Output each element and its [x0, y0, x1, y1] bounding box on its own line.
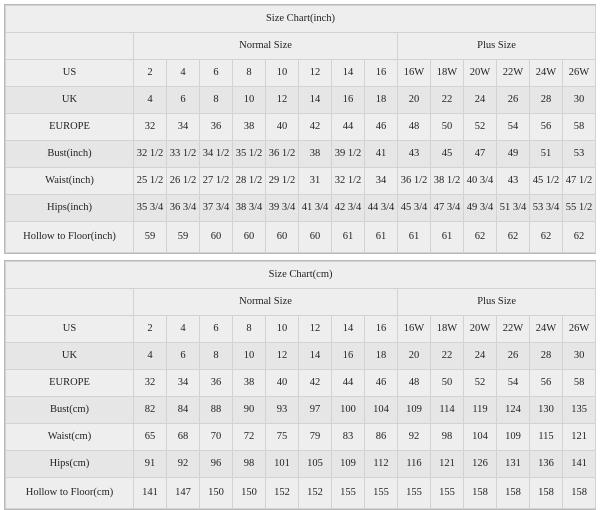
- table-cell: 31: [299, 168, 332, 195]
- table-cell: 26: [497, 343, 530, 370]
- table-cell: 54: [497, 114, 530, 141]
- row-label: Hollow to Floor(cm): [6, 478, 134, 509]
- table-cell: 48: [398, 114, 431, 141]
- table-cell: 82: [134, 397, 167, 424]
- table-row: [6, 316, 596, 343]
- table-cell: 147: [167, 478, 200, 509]
- table-cell: 14: [332, 316, 365, 343]
- group-header-row: [6, 33, 596, 60]
- table-cell: 61: [431, 222, 464, 253]
- group-header-normal-size: Normal Size: [134, 33, 398, 60]
- table-cell: 92: [167, 451, 200, 478]
- table-cell: 18: [365, 87, 398, 114]
- table-cell: 100: [332, 397, 365, 424]
- table-cell: 56: [530, 114, 563, 141]
- row-label: EUROPE: [6, 370, 134, 397]
- row-label: US: [6, 60, 134, 87]
- table-cell: 105: [299, 451, 332, 478]
- table-cell: 121: [563, 424, 596, 451]
- table-cell: 12: [299, 60, 332, 87]
- table-cell: 61: [398, 222, 431, 253]
- table-cell: 53: [563, 141, 596, 168]
- table-cell: 52: [464, 370, 497, 397]
- table-cell: 98: [431, 424, 464, 451]
- table-cell: 54: [497, 370, 530, 397]
- row-label: Waist(inch): [6, 168, 134, 195]
- table-cell: 141: [563, 451, 596, 478]
- size-chart-inch: [4, 4, 596, 254]
- table-cell: 38 3/4: [233, 195, 266, 222]
- table-cell: 26W: [563, 316, 596, 343]
- size-chart-cm: [4, 260, 596, 510]
- table-cell: 8: [233, 60, 266, 87]
- table-cell: 72: [233, 424, 266, 451]
- table-cell: 38: [299, 141, 332, 168]
- table-cell: 8: [233, 316, 266, 343]
- table-cell: 20W: [464, 316, 497, 343]
- table-cell: 16: [365, 316, 398, 343]
- table-cell: 22: [431, 343, 464, 370]
- table-cell: 59: [167, 222, 200, 253]
- table-cell: 58: [563, 370, 596, 397]
- table-cell: 4: [134, 87, 167, 114]
- table-cell: 44: [332, 114, 365, 141]
- table-cell: 53 3/4: [530, 195, 563, 222]
- table-cell: 39 3/4: [266, 195, 299, 222]
- table-cell: 24W: [530, 60, 563, 87]
- table-cell: 16W: [398, 60, 431, 87]
- table-cell: 32 1/2: [332, 168, 365, 195]
- table-cell: 51 3/4: [497, 195, 530, 222]
- table-row: [6, 478, 596, 509]
- table-cell: 36 1/2: [398, 168, 431, 195]
- table-cell: 126: [464, 451, 497, 478]
- table-cell: 30: [563, 343, 596, 370]
- table-cell: 46: [365, 114, 398, 141]
- table-cell: 30: [563, 87, 596, 114]
- table-cell: 12: [266, 87, 299, 114]
- table-cell: 104: [464, 424, 497, 451]
- table-cell: 124: [497, 397, 530, 424]
- chart-title-row: [6, 262, 596, 289]
- table-cell: 62: [563, 222, 596, 253]
- table-cell: 6: [200, 316, 233, 343]
- table-cell: 32: [134, 114, 167, 141]
- chart-title: Size Chart(inch): [6, 6, 596, 33]
- table-cell: 41: [365, 141, 398, 168]
- table-cell: 75: [266, 424, 299, 451]
- table-row: [6, 424, 596, 451]
- table-cell: 104: [365, 397, 398, 424]
- table-row: [6, 168, 596, 195]
- table-cell: 36: [200, 114, 233, 141]
- table-row: [6, 114, 596, 141]
- row-label: Bust(inch): [6, 141, 134, 168]
- table-cell: 10: [233, 343, 266, 370]
- table-row: [6, 397, 596, 424]
- table-cell: 86: [365, 424, 398, 451]
- table-cell: 40: [266, 114, 299, 141]
- row-label: Waist(cm): [6, 424, 134, 451]
- table-cell: 48: [398, 370, 431, 397]
- table-cell: 34: [167, 114, 200, 141]
- table-cell: 28: [530, 343, 563, 370]
- table-cell: 98: [233, 451, 266, 478]
- table-cell: 2: [134, 316, 167, 343]
- table-cell: 24W: [530, 316, 563, 343]
- table-cell: 29 1/2: [266, 168, 299, 195]
- table-cell: 33 1/2: [167, 141, 200, 168]
- table-cell: 22: [431, 87, 464, 114]
- table-cell: 45 1/2: [530, 168, 563, 195]
- table-row: [6, 451, 596, 478]
- table-cell: 35 1/2: [233, 141, 266, 168]
- table-cell: 152: [299, 478, 332, 509]
- table-cell: 36 1/2: [266, 141, 299, 168]
- table-cell: 41 3/4: [299, 195, 332, 222]
- table-cell: 52: [464, 114, 497, 141]
- table-cell: 56: [530, 370, 563, 397]
- table-cell: 155: [332, 478, 365, 509]
- table-cell: 112: [365, 451, 398, 478]
- table-cell: 34 1/2: [200, 141, 233, 168]
- table-cell: 32 1/2: [134, 141, 167, 168]
- table-cell: 60: [266, 222, 299, 253]
- table-cell: 16: [365, 60, 398, 87]
- table-cell: 68: [167, 424, 200, 451]
- table-cell: 34: [365, 168, 398, 195]
- table-cell: 26 1/2: [167, 168, 200, 195]
- table-cell: 42: [299, 370, 332, 397]
- table-cell: 152: [266, 478, 299, 509]
- table-cell: 14: [299, 87, 332, 114]
- table-cell: 158: [464, 478, 497, 509]
- table-cell: 10: [266, 60, 299, 87]
- row-label: EUROPE: [6, 114, 134, 141]
- table-row: [6, 87, 596, 114]
- table-cell: 109: [332, 451, 365, 478]
- table-cell: 55 1/2: [563, 195, 596, 222]
- chart-title-row: [6, 6, 596, 33]
- table-cell: 59: [134, 222, 167, 253]
- table-cell: 18W: [431, 316, 464, 343]
- table-cell: 43: [398, 141, 431, 168]
- table-cell: 20: [398, 343, 431, 370]
- table-cell: 44: [332, 370, 365, 397]
- table-cell: 6: [167, 87, 200, 114]
- table-cell: 114: [431, 397, 464, 424]
- table-cell: 61: [332, 222, 365, 253]
- table-cell: 93: [266, 397, 299, 424]
- table-cell: 44 3/4: [365, 195, 398, 222]
- table-cell: 4: [134, 343, 167, 370]
- table-cell: 26: [497, 87, 530, 114]
- table-cell: 14: [299, 343, 332, 370]
- table-cell: 16: [332, 87, 365, 114]
- table-cell: 18: [365, 343, 398, 370]
- table-cell: 130: [530, 397, 563, 424]
- table-cell: 22W: [497, 60, 530, 87]
- table-cell: 43: [497, 168, 530, 195]
- table-cell: 58: [563, 114, 596, 141]
- table-cell: 62: [464, 222, 497, 253]
- table-cell: 158: [563, 478, 596, 509]
- table-cell: 96: [200, 451, 233, 478]
- table-cell: 40: [266, 370, 299, 397]
- table-cell: 12: [299, 316, 332, 343]
- table-cell: 47: [464, 141, 497, 168]
- group-header-row: [6, 289, 596, 316]
- table-cell: 28 1/2: [233, 168, 266, 195]
- table-cell: 16: [332, 343, 365, 370]
- table-cell: 70: [200, 424, 233, 451]
- group-header-normal-size: Normal Size: [134, 289, 398, 316]
- table-cell: 60: [233, 222, 266, 253]
- table-cell: 90: [233, 397, 266, 424]
- table-cell: 34: [167, 370, 200, 397]
- table-cell: 6: [200, 60, 233, 87]
- table-cell: 10: [266, 316, 299, 343]
- table-cell: 60: [200, 222, 233, 253]
- table-cell: 62: [497, 222, 530, 253]
- table-cell: 38: [233, 114, 266, 141]
- table-cell: 83: [332, 424, 365, 451]
- size-chart-inch-table: [5, 5, 596, 253]
- row-label: Hips(cm): [6, 451, 134, 478]
- table-row: [6, 222, 596, 253]
- table-cell: 155: [431, 478, 464, 509]
- table-cell: 88: [200, 397, 233, 424]
- table-row: [6, 370, 596, 397]
- table-cell: 8: [200, 87, 233, 114]
- table-cell: 116: [398, 451, 431, 478]
- table-cell: 136: [530, 451, 563, 478]
- table-cell: 84: [167, 397, 200, 424]
- size-chart-cm-body: [6, 262, 596, 509]
- row-label: Hollow to Floor(inch): [6, 222, 134, 253]
- table-cell: 155: [365, 478, 398, 509]
- row-label: Bust(cm): [6, 397, 134, 424]
- table-cell: 121: [431, 451, 464, 478]
- table-cell: 38 1/2: [431, 168, 464, 195]
- table-cell: 8: [200, 343, 233, 370]
- table-cell: 47 1/2: [563, 168, 596, 195]
- table-cell: 60: [299, 222, 332, 253]
- table-cell: 14: [332, 60, 365, 87]
- table-cell: 62: [530, 222, 563, 253]
- table-cell: 28: [530, 87, 563, 114]
- table-cell: 42: [299, 114, 332, 141]
- table-cell: 39 1/2: [332, 141, 365, 168]
- table-cell: 119: [464, 397, 497, 424]
- table-cell: 47 3/4: [431, 195, 464, 222]
- table-cell: 131: [497, 451, 530, 478]
- table-cell: 22W: [497, 316, 530, 343]
- table-cell: 101: [266, 451, 299, 478]
- table-cell: 36: [200, 370, 233, 397]
- table-cell: 135: [563, 397, 596, 424]
- table-cell: 20: [398, 87, 431, 114]
- table-cell: 109: [497, 424, 530, 451]
- table-cell: 2: [134, 60, 167, 87]
- table-cell: 38: [233, 370, 266, 397]
- chart-title: Size Chart(cm): [6, 262, 596, 289]
- table-cell: 49 3/4: [464, 195, 497, 222]
- row-label: US: [6, 316, 134, 343]
- table-cell: 79: [299, 424, 332, 451]
- group-header-blank: [6, 33, 134, 60]
- row-label: UK: [6, 87, 134, 114]
- table-cell: 45 3/4: [398, 195, 431, 222]
- table-cell: 150: [233, 478, 266, 509]
- table-cell: 50: [431, 114, 464, 141]
- table-cell: 150: [200, 478, 233, 509]
- table-cell: 20W: [464, 60, 497, 87]
- row-label: UK: [6, 343, 134, 370]
- table-cell: 51: [530, 141, 563, 168]
- table-cell: 65: [134, 424, 167, 451]
- table-cell: 91: [134, 451, 167, 478]
- table-row: [6, 343, 596, 370]
- table-cell: 4: [167, 60, 200, 87]
- table-cell: 46: [365, 370, 398, 397]
- table-cell: 6: [167, 343, 200, 370]
- table-cell: 115: [530, 424, 563, 451]
- table-cell: 158: [497, 478, 530, 509]
- table-cell: 35 3/4: [134, 195, 167, 222]
- table-cell: 4: [167, 316, 200, 343]
- group-header-plus-size: Plus Size: [398, 33, 596, 60]
- table-row: [6, 195, 596, 222]
- size-chart-cm-table: [5, 261, 596, 509]
- table-row: [6, 60, 596, 87]
- table-cell: 26W: [563, 60, 596, 87]
- table-cell: 12: [266, 343, 299, 370]
- group-header-plus-size: Plus Size: [398, 289, 596, 316]
- table-cell: 97: [299, 397, 332, 424]
- table-cell: 61: [365, 222, 398, 253]
- table-cell: 158: [530, 478, 563, 509]
- table-cell: 18W: [431, 60, 464, 87]
- table-cell: 24: [464, 87, 497, 114]
- table-cell: 109: [398, 397, 431, 424]
- table-cell: 42 3/4: [332, 195, 365, 222]
- table-cell: 50: [431, 370, 464, 397]
- table-cell: 92: [398, 424, 431, 451]
- table-cell: 141: [134, 478, 167, 509]
- group-header-blank: [6, 289, 134, 316]
- table-cell: 32: [134, 370, 167, 397]
- table-cell: 24: [464, 343, 497, 370]
- table-row: [6, 141, 596, 168]
- table-cell: 25 1/2: [134, 168, 167, 195]
- table-cell: 155: [398, 478, 431, 509]
- size-chart-inch-body: [6, 6, 596, 253]
- table-cell: 27 1/2: [200, 168, 233, 195]
- table-cell: 10: [233, 87, 266, 114]
- table-cell: 45: [431, 141, 464, 168]
- row-label: Hips(inch): [6, 195, 134, 222]
- table-cell: 40 3/4: [464, 168, 497, 195]
- table-cell: 16W: [398, 316, 431, 343]
- table-cell: 49: [497, 141, 530, 168]
- table-cell: 37 3/4: [200, 195, 233, 222]
- table-cell: 36 3/4: [167, 195, 200, 222]
